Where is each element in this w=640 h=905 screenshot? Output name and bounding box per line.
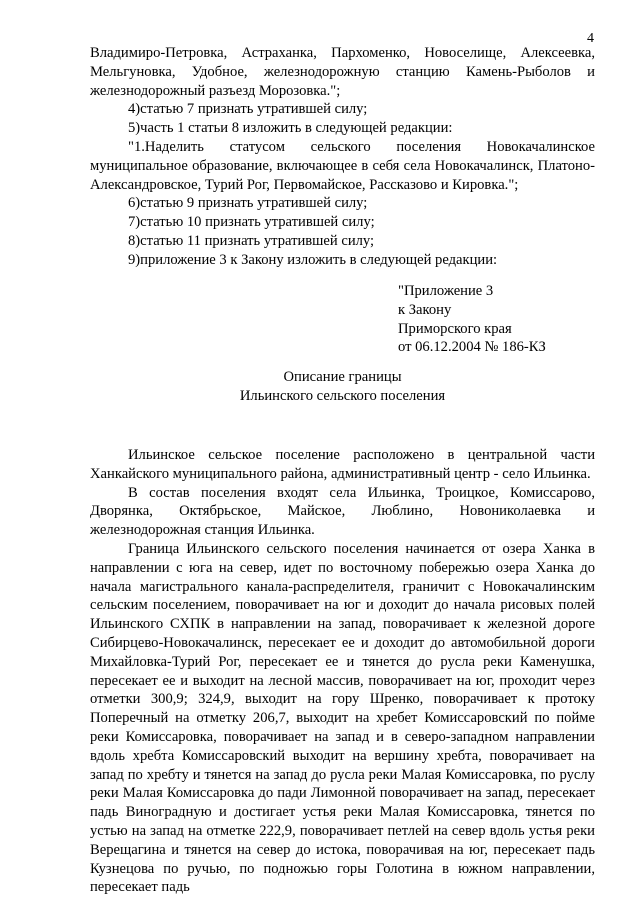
appendix-line: Приморского края (398, 320, 512, 337)
appendix-line: от 06.12.2004 № 186-КЗ (398, 339, 546, 356)
paragraph: 8)статью 11 признать утратившей силу; (128, 232, 375, 249)
title-line: Описание границы (283, 369, 402, 385)
page-number: 4 (587, 31, 594, 46)
paragraph: В состав поселения входят села Ильинка, Троицкое, Комиссарово, Дворянка, Октябрьское, Майское, Люблино, Новониколаевка и железнодорожная станция Ильинка. (90, 484, 595, 539)
paragraph: Владимиро-Петровка, Астраханка, Пархоменко, Новоселище, Алексеевка, Мельгуновка, Удобное, железнодорожную станцию Камень-Рыболов и железнодорожный разъезд Морозовка."; (90, 45, 595, 99)
paragraph: 4)статью 7 признать утратившей силу; (128, 101, 368, 118)
appendix-reference (398, 282, 598, 357)
appendix-line: "Приложение 3 (398, 283, 494, 299)
paragraph: 6)статью 9 признать утратившей силу; (128, 195, 368, 212)
paragraph: "1.Наделить статусом сельского поселения Новокачалинское муниципальное образование, включающее в себя села Новокачалинск, Платоно-Александровское, Турий Рог, Первомайское, Рассказово и Кировка."; (90, 138, 595, 193)
paragraph: Ильинское сельское поселение расположено в центральной части Ханкайского муниципального района, административный центр - село Ильинка. (90, 447, 595, 482)
title-line: Ильинского сельского поселения (239, 387, 446, 404)
section-title (90, 368, 595, 406)
amendment-list (90, 44, 595, 270)
boundary-description (90, 446, 595, 897)
paragraph: Граница Ильинского сельского поселения начинается от озера Ханка в направлении с юга на север, идет по восточному побережью озера Ханка до начала магистрального канала-распределителя, граничит с Новокачалинским сельским поселением, поворачивает на юг и доходит до начала рисовых полей Ильинского СХПК в направлении на запад, поворачивает к железной дороге Сибирцево-Новокачалинск, пересекает ее и доходит до автомобильной дороги Михайловка-Турий Рог, пересекает ее и тянется до русла реки Каменушка, пересекает ее и выходит на лесной массив, поворачивает на юг, проходит через отметки 300,9; 324,9, выходит на гору Шренко, поворачивает к протоку Поперечный на отметку 206,7, выходит на хребет Комиссаровский по пойме реки Комиссаровка, поворачивает на запад и в северо-западном направлении вдоль хребта Комиссаровский выходит на вершину хребта, поворачивает на запад по хребту и тянется на запад до русла реки Малая Комиссаровка, по руслу реки Малая Комиссаровка до пади Лимонной поворачивает на запад, пересекает падь Виноградную и достигает устья реки Малая Комиссаровка, тянется по устью на запад на отметке 222,9, поворачивает петлей на север вдоль устья реки Верещагина и тянется на север до истока, поворачивая на юг, пересекает падь Кузнецова по ручью, по подножью горы Голотина в южном направлении, пересекает падь (90, 540, 595, 896)
paragraph: 5)часть 1 статьи 8 изложить в следующей редакции: (128, 120, 453, 137)
paragraph: 9)приложение 3 к Закону изложить в следующей редакции: (128, 251, 498, 268)
paragraph: 7)статью 10 признать утратившей силу; (128, 214, 375, 231)
appendix-line: к Закону (398, 301, 452, 318)
